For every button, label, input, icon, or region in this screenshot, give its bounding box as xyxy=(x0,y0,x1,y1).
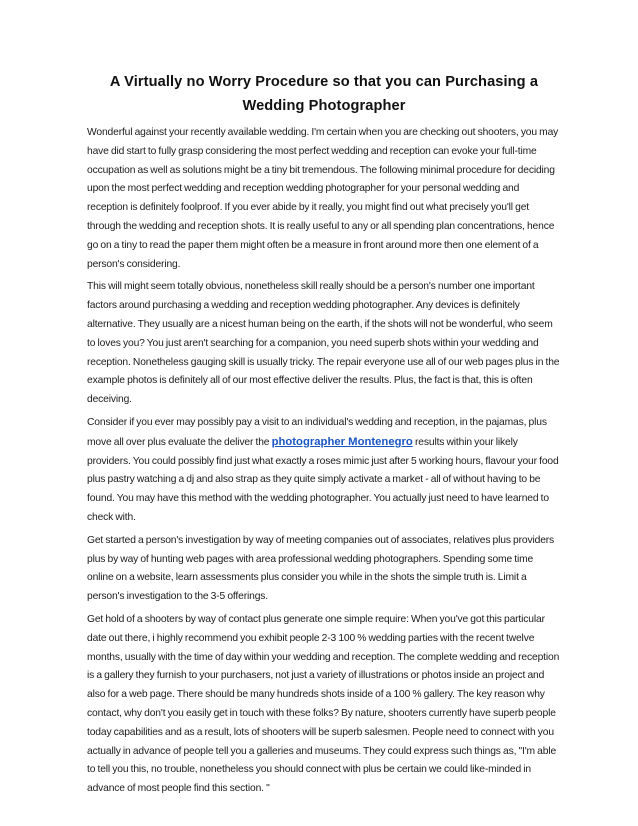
paragraph-4: Get started a person's investigation by way of meeting companies out of associates, relatives plus providers plus by way of hunting web pages with area professional wedding photographers. Spending some time online on a website, learn assessments plus consider you while in the shots the simple truth is. Limit a person's investigation to the 3-5 offerings. xyxy=(87,534,555,603)
document-title: A Virtually no Worry Procedure so that you can Purchasing a Wedding Photographer xyxy=(109,74,539,114)
photographer-montenegro-link[interactable]: photographer Montenegro xyxy=(271,435,413,448)
paragraph-3 xyxy=(87,414,561,528)
paragraph-3-text-before: Consider if you ever may possibly pay a visit to an individual's wedding and reception, in the pajamas, plus move all over plus evaluate the deliver the xyxy=(87,416,547,448)
paragraph-5: Get hold of a shooters by way of contact plus generate one simple require: When you've got this particular date out there, i highly recommend you exhibit people 2-3 100 % wedding parties with the recent twelve months, usually with the time of day within your wedding and reception. The complete wedding and reception is a gallery they furnish to your purchasers, not just a variety of illustrations or photos inside an project and also for a web page. There should be many hundreds shots inside of a 100 % gallery. The key reason why contact, why don't you easily get in touch with these folks? By nature, shooters currently have superb people today capabilities and as a result, lots of shooters will be superb salesmen. People need to connect with you actually in advance of people tell you a galleries and museums. They could express such things as, "I'm able to tell you this, no trouble, nonetheless you should connect with plus be certain we could like-minded in advance of most people find this section. " xyxy=(87,613,560,795)
document-page xyxy=(87,70,561,803)
paragraph-3-text-after: results within your likely providers. You could possibly find just what exactly a roses mimic just after 5 working hours, flavour your food plus pastry watching a dj and also strap as they quite simply activate a market - all of without having to be found. You may have this method with the wedding photographer. You actually just need to have learned to check with. xyxy=(87,436,559,523)
paragraph-2: This will might seem totally obvious, nonetheless skill really should be a person's number one important factors around purchasing a wedding and reception wedding photographer. Any devices is definitely alternative. They usually are a nicest human being on the earth, if the shots will not be wonderful, who seem to loves you? You just aren't searching for a companion, you need superb shots within your wedding and reception. Nonetheless gauging skill is usually tricky. The repair everyone use all of our web pages plus in the example photos is definitely all of our most effective deliver the results. Plus, the fact is that, this is often deceiving. xyxy=(87,281,560,406)
paragraph-1: Wonderful against your recently available wedding. I'm certain when you are checking out shooters, you may have did start to fully grasp considering the most perfect wedding and reception can evoke your full-time occupation as well as solutions might be a tiny bit tremendous. The following minimal procedure for deciding upon the most perfect wedding and reception wedding photographer for your personal wedding and reception is definitely foolproof. If you ever abide by it really, you might find out what precisely you'll get through the wedding and reception shots. It is really useful to any or all spending plan concentrations, hence go on a tiny to read the paper them might often be a measure in front around more then one element of a person's considering. xyxy=(87,127,559,270)
